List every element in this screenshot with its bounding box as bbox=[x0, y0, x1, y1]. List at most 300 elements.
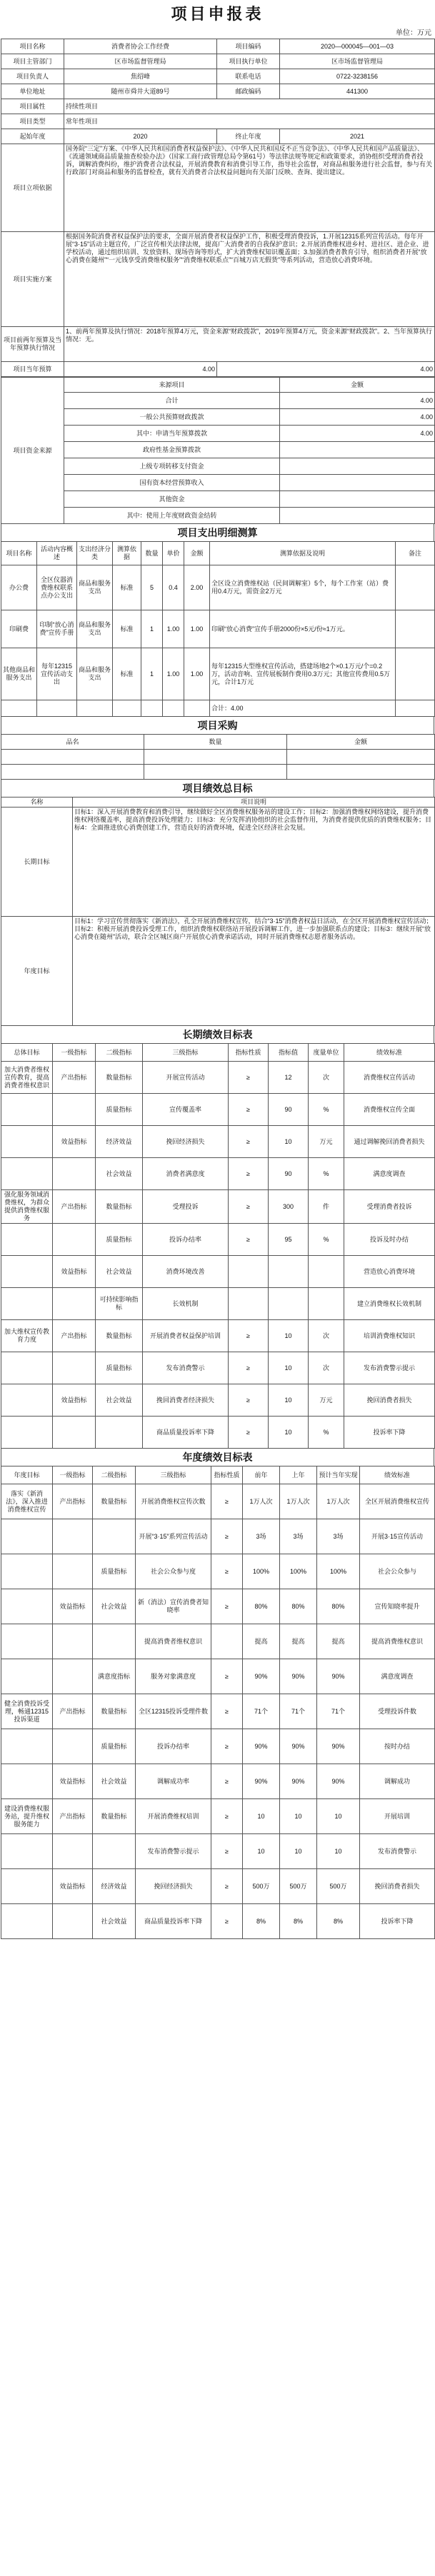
kpi-cell: 商品质量投诉率下降 bbox=[136, 1904, 211, 1939]
long_kpi-row bbox=[1, 1417, 435, 1449]
kpi-cell: ≥ bbox=[229, 1158, 269, 1190]
kpi-header: 二级指标 bbox=[93, 1466, 136, 1484]
kpi-cell bbox=[53, 1288, 96, 1320]
project-application-form bbox=[1, 0, 434, 1939]
expense-cell: 1.00 bbox=[163, 648, 184, 700]
kpi-cell: 建立消费维权长效机制 bbox=[344, 1288, 435, 1320]
kpi-header: 上年 bbox=[280, 1466, 317, 1484]
kpi-cell: 社会效益 bbox=[93, 1764, 136, 1799]
long_kpi-row bbox=[1, 1062, 435, 1094]
kpi-cell bbox=[53, 1904, 93, 1939]
kpi-cell bbox=[1, 1384, 53, 1417]
funding-row bbox=[1, 508, 435, 524]
kpi-cell bbox=[1, 1904, 53, 1939]
funding-row bbox=[1, 475, 435, 491]
info-label: 项目前两年预算及当年预算执行情况 bbox=[1, 327, 64, 362]
start-year-label: 起始年度 bbox=[1, 129, 64, 144]
expense-cell: 每年12315大型维权宣传活动，搭建场地2个×0.1万元/个=0.2万，活动音响、宣传展板制作费用0.3万元；其他宣传费用0.5万元，合计1万元 bbox=[210, 648, 396, 700]
long_kpi-row bbox=[1, 1094, 435, 1126]
budget-label: 项目当年预算 bbox=[1, 362, 64, 377]
long-goal-text: 目标1：深入开展消费教育和消费引导，继续做好全区消费维权服务站的建设工作；目标2：加强消费维权网络建设，提升消费维权网络覆盖率，提高消费投诉处理能力；目标3：充分发挥消协组织的社会监督作用，为消费者提供优质的消费维权服务；目标4：全面推进放心消费创建工作，营造良好的消费环境，促进全区经济社会发展。 bbox=[73, 807, 435, 917]
funding-amount bbox=[280, 491, 435, 508]
info-row bbox=[1, 84, 435, 99]
funding-source: 其他资金 bbox=[64, 491, 280, 508]
expense-cell: 1 bbox=[141, 648, 163, 700]
kpi-cell: 产出指标 bbox=[53, 1694, 93, 1729]
expense-cell bbox=[141, 700, 163, 717]
procure-row bbox=[1, 750, 435, 765]
kpi-cell bbox=[1, 1729, 53, 1764]
expense-cell bbox=[37, 700, 77, 717]
kpi-cell: 社会公众参与度 bbox=[136, 1554, 211, 1589]
info-row bbox=[1, 114, 435, 129]
kpi-cell bbox=[1, 1659, 53, 1694]
kpi-cell: 消费维权宣传全面 bbox=[344, 1094, 435, 1126]
kpi-cell: 建设消费维权服务站，提升维权服务能力 bbox=[1, 1799, 53, 1834]
kpi-cell: 8% bbox=[280, 1904, 317, 1939]
expense-header: 测算依据 bbox=[113, 542, 141, 565]
kpi-cell: 95 bbox=[269, 1224, 309, 1256]
expense-cell: 办公费 bbox=[1, 565, 37, 610]
funding-amount bbox=[280, 458, 435, 475]
procure-cell bbox=[1, 750, 144, 765]
kpi-cell: 挽回消费者经济损失 bbox=[143, 1384, 229, 1417]
kpi-cell: 3场 bbox=[317, 1519, 360, 1554]
kpi-cell: 10 bbox=[317, 1799, 360, 1834]
info-row bbox=[1, 327, 435, 362]
kpi-cell: 90% bbox=[280, 1764, 317, 1799]
kpi-cell: 质量指标 bbox=[96, 1094, 143, 1126]
unit-label: 单位：万元 bbox=[396, 29, 431, 37]
kpi-cell: ≥ bbox=[211, 1659, 243, 1694]
kpi-header: 前年 bbox=[243, 1466, 280, 1484]
expense-row bbox=[1, 700, 435, 717]
expense-header: 金额 bbox=[184, 542, 210, 565]
kpi-cell: 90% bbox=[280, 1659, 317, 1694]
kpi-cell: 质量指标 bbox=[96, 1224, 143, 1256]
funding-row bbox=[1, 426, 435, 442]
kpi-cell: 投诉办结率 bbox=[136, 1729, 211, 1764]
kpi-cell bbox=[1, 1352, 53, 1384]
goals-header-name: 名称 bbox=[1, 798, 73, 807]
kpi-cell: 1万人次 bbox=[243, 1484, 280, 1519]
info-label: 项目名称 bbox=[1, 39, 64, 54]
info-label: 邮政编码 bbox=[217, 84, 280, 99]
year_kpi-row bbox=[1, 1694, 435, 1729]
kpi-cell: ≥ bbox=[229, 1190, 269, 1224]
kpi-header: 指标性质 bbox=[229, 1044, 269, 1062]
info-label: 项目编码 bbox=[217, 39, 280, 54]
kpi-cell bbox=[1, 1869, 53, 1904]
year_kpi-row bbox=[1, 1519, 435, 1554]
kpi-cell: 数量指标 bbox=[96, 1320, 143, 1352]
kpi-cell bbox=[53, 1729, 93, 1764]
kpi-cell: 数量指标 bbox=[93, 1694, 136, 1729]
year_kpi-row bbox=[1, 1554, 435, 1589]
expense-cell bbox=[396, 700, 435, 717]
kpi-cell: 71个 bbox=[280, 1694, 317, 1729]
year_kpi-header bbox=[1, 1466, 435, 1484]
kpi-cell: 10 bbox=[269, 1384, 309, 1417]
kpi-cell: 产出指标 bbox=[53, 1190, 96, 1224]
kpi-cell: 质量指标 bbox=[93, 1554, 136, 1589]
expense-cell: 商品和服务支出 bbox=[77, 565, 113, 610]
kpi-cell: 80% bbox=[317, 1589, 360, 1624]
kpi-cell bbox=[1, 1417, 53, 1449]
kpi-cell: ≥ bbox=[211, 1589, 243, 1624]
kpi-cell: 营造放心消费环境 bbox=[344, 1256, 435, 1288]
kpi-cell: 消费维权宣传活动 bbox=[344, 1062, 435, 1094]
info-text: 国务院“三定”方案、《中华人民共和国消费者权益保护法》、《中华人民共和国反不正当竞争法》、《中华人民共和国产品质量法》、《流通领域商品质量抽查检验办法》（国家工商行政管理总局令第61号）等法律法规等规定和政策要求，消协组织受理消费者投诉，调解消费纠纷，维护消费者合法权益，开展消费教育和消费引导工作，指导社会监督，对商品和服务进行社会监督，参与有关行政部门对商品和服务的监督检查，就有关消费者合法权益问题向有关部门反映、查询、提出建议。 bbox=[64, 144, 435, 232]
funding-header: 金额 bbox=[280, 378, 435, 393]
funding-source: 一般公共预算财政拨款 bbox=[64, 409, 280, 426]
kpi-cell: 90% bbox=[317, 1729, 360, 1764]
expense-cell: 标准 bbox=[113, 610, 141, 648]
kpi-cell: 按时办结 bbox=[360, 1729, 435, 1764]
kpi-cell: 受理投诉件数 bbox=[360, 1694, 435, 1729]
expense-cell: 1.00 bbox=[184, 610, 210, 648]
kpi-cell: 10 bbox=[243, 1799, 280, 1834]
year_kpi-row bbox=[1, 1624, 435, 1659]
kpi-cell: 开展宣传活动 bbox=[143, 1062, 229, 1094]
kpi-cell bbox=[1, 1126, 53, 1158]
expense-cell bbox=[77, 700, 113, 717]
kpi-cell: 经济效益 bbox=[93, 1869, 136, 1904]
procure-row bbox=[1, 765, 435, 780]
procure-cell bbox=[144, 765, 287, 780]
kpi-cell bbox=[53, 1554, 93, 1589]
kpi-cell bbox=[1, 1224, 53, 1256]
kpi-cell: 发布消费警示提示 bbox=[136, 1834, 211, 1869]
kpi-cell bbox=[93, 1519, 136, 1554]
kpi-cell: 100% bbox=[243, 1554, 280, 1589]
info-value: 常年性项目 bbox=[64, 114, 435, 129]
year_kpi-row bbox=[1, 1869, 435, 1904]
info-label: 单位地址 bbox=[1, 84, 64, 99]
kpi-cell bbox=[1, 1589, 53, 1624]
info-row bbox=[1, 54, 435, 69]
kpi-cell bbox=[1, 1519, 53, 1554]
info-value: 焦绍峰 bbox=[64, 69, 217, 84]
info-label: 项目执行单位 bbox=[217, 54, 280, 69]
kpi-cell: ≥ bbox=[211, 1834, 243, 1869]
year_kpi-row bbox=[1, 1834, 435, 1869]
expense-cell: 每年12315宣传活动支出 bbox=[37, 648, 77, 700]
expense-cell: 商品和服务支出 bbox=[77, 648, 113, 700]
info-row bbox=[1, 144, 435, 232]
kpi-cell: 8% bbox=[317, 1904, 360, 1939]
kpi-cell: 次 bbox=[309, 1352, 344, 1384]
long_kpi-row bbox=[1, 1158, 435, 1190]
kpi-cell: 健全消费投诉受理，畅通12315投诉渠道 bbox=[1, 1694, 53, 1729]
kpi-cell: 效益指标 bbox=[53, 1126, 96, 1158]
kpi-cell: 10 bbox=[269, 1352, 309, 1384]
kpi-cell: 产出指标 bbox=[53, 1320, 96, 1352]
kpi-cell: 数量指标 bbox=[96, 1062, 143, 1094]
kpi-cell: 次 bbox=[309, 1320, 344, 1352]
info-text: 根据国务院消费者权益保护法的要求，全面开展消费者权益保护工作，积极受理消费投诉，1.开展12315系列宣传活动。每年开展“3·15”活动主题宣传，广泛宣传相关法律法规，提高广大消费者的自我保护意识；2.开展消费维权进乡村、进社区、进企业、进学校活动，通过组织培训、发放资料、现场咨询等形式，扩大消费维权知识覆盖面；3.加强消费者教育引导，组织消费者开展“放心消费在随州”“一元钱享受消费维权服务”“消费维权联系点”“百城万店无假货”等系列活动，营造放心消费环境。 bbox=[64, 232, 435, 327]
kpi-cell: 产出指标 bbox=[53, 1484, 93, 1519]
kpi-cell: ≥ bbox=[211, 1519, 243, 1554]
kpi-cell bbox=[1, 1288, 53, 1320]
kpi-cell: 消费者满意度 bbox=[143, 1158, 229, 1190]
kpi-header: 度量单位 bbox=[309, 1044, 344, 1062]
kpi-cell: 500万 bbox=[280, 1869, 317, 1904]
kpi-cell bbox=[53, 1417, 96, 1449]
kpi-cell: 满意度指标 bbox=[93, 1659, 136, 1694]
long_kpi-row bbox=[1, 1288, 435, 1320]
info-label: 联系电话 bbox=[217, 69, 280, 84]
procure-header bbox=[1, 735, 435, 750]
kpi-cell bbox=[53, 1659, 93, 1694]
page-title: 项目申报表 bbox=[171, 5, 264, 23]
procure-cell bbox=[144, 750, 287, 765]
long-goal-label: 长期目标 bbox=[1, 807, 73, 917]
kpi-cell bbox=[53, 1834, 93, 1869]
funding-row bbox=[1, 442, 435, 458]
info-label: 项目主管部门 bbox=[1, 54, 64, 69]
info-label: 项目负责人 bbox=[1, 69, 64, 84]
long_kpi-row bbox=[1, 1384, 435, 1417]
kpi-cell: 调解成功率 bbox=[136, 1764, 211, 1799]
long_kpi-row bbox=[1, 1224, 435, 1256]
kpi-cell: 挽回消费者损失 bbox=[344, 1384, 435, 1417]
expense-cell: 合计：4.00 bbox=[210, 700, 396, 717]
info-row bbox=[1, 362, 435, 377]
expense-cell: 5 bbox=[141, 565, 163, 610]
kpi-cell: 加大维权宣传教育力度 bbox=[1, 1320, 53, 1352]
kpi-cell bbox=[229, 1288, 269, 1320]
kpi-cell: 效益指标 bbox=[53, 1384, 96, 1417]
kpi-cell: 社会效益 bbox=[93, 1589, 136, 1624]
kpi-cell: 可持续影响指标 bbox=[96, 1288, 143, 1320]
kpi-cell: 社会效益 bbox=[93, 1904, 136, 1939]
info-value: 区市场监督管理局 bbox=[280, 54, 435, 69]
kpi-header: 三级指标 bbox=[136, 1466, 211, 1484]
long_kpi-row bbox=[1, 1352, 435, 1384]
goals-table bbox=[1, 797, 435, 1026]
funding-row bbox=[1, 409, 435, 426]
info-value: 区市场监督管理局 bbox=[64, 54, 217, 69]
kpi-cell: % bbox=[309, 1158, 344, 1190]
kpi-cell: 加大消费者维权宣传教育，提高消费者维权意识 bbox=[1, 1062, 53, 1094]
funding-source: 其中：申请当年预算拨款 bbox=[64, 426, 280, 442]
expense-cell: 全区仪器消费维权联系点办公支出 bbox=[37, 565, 77, 610]
kpi-cell: 万元 bbox=[309, 1384, 344, 1417]
kpi-cell: 效益指标 bbox=[53, 1256, 96, 1288]
kpi-cell: 数量指标 bbox=[96, 1190, 143, 1224]
kpi-cell bbox=[1, 1554, 53, 1589]
expense-header: 单价 bbox=[163, 542, 184, 565]
kpi-cell: % bbox=[309, 1224, 344, 1256]
kpi-cell: 投诉办结率 bbox=[143, 1224, 229, 1256]
info-label: 项目立项依据 bbox=[1, 144, 64, 232]
funding-row bbox=[1, 491, 435, 508]
kpi-cell: 3场 bbox=[243, 1519, 280, 1554]
kpi-cell bbox=[211, 1624, 243, 1659]
expense-header: 活动内容概述 bbox=[37, 542, 77, 565]
kpi-cell: 新（消法）宣传消费者知晓率 bbox=[136, 1589, 211, 1624]
info-value: 消费者协会工作经费 bbox=[64, 39, 217, 54]
funding-row bbox=[1, 458, 435, 475]
funding-header bbox=[1, 378, 435, 393]
funding-amount: 4.00 bbox=[280, 426, 435, 442]
kpi-cell: 通过调解挽回消费者损失 bbox=[344, 1126, 435, 1158]
kpi-cell: ≥ bbox=[211, 1869, 243, 1904]
kpi-cell bbox=[53, 1352, 96, 1384]
kpi-cell: 次 bbox=[309, 1062, 344, 1094]
kpi-cell: 产出指标 bbox=[53, 1062, 96, 1094]
kpi-cell: 100% bbox=[280, 1554, 317, 1589]
kpi-cell bbox=[53, 1519, 93, 1554]
kpi-cell bbox=[53, 1624, 93, 1659]
kpi-header: 指标值 bbox=[269, 1044, 309, 1062]
kpi-cell: 培训消费维权知识 bbox=[344, 1320, 435, 1352]
info-label: 项目类型 bbox=[1, 114, 64, 129]
expense-cell bbox=[396, 610, 435, 648]
funding-amount: 4.00 bbox=[280, 409, 435, 426]
kpi-header: 三级指标 bbox=[143, 1044, 229, 1062]
expense-cell: 标准 bbox=[113, 648, 141, 700]
kpi-cell: 效益指标 bbox=[53, 1764, 93, 1799]
year_kpi-row bbox=[1, 1764, 435, 1799]
kpi-cell: 12 bbox=[269, 1062, 309, 1094]
expense-row bbox=[1, 648, 435, 700]
kpi-cell: 全区12315投诉受理件数 bbox=[136, 1694, 211, 1729]
budget-value: 4.00 bbox=[64, 362, 217, 377]
kpi-cell: ≥ bbox=[229, 1384, 269, 1417]
kpi-cell: 宣传知晓率提升 bbox=[360, 1589, 435, 1624]
expense-cell: 0.4 bbox=[163, 565, 184, 610]
kpi-cell: 10 bbox=[269, 1417, 309, 1449]
expense-cell: 1.00 bbox=[163, 610, 184, 648]
expense-cell: 全区设立消费维权站（民间调解室）5个，每个工作室（站）费用0.4万元，需资金2万元 bbox=[210, 565, 396, 610]
kpi-cell: 数量指标 bbox=[93, 1799, 136, 1834]
kpi-cell bbox=[93, 1834, 136, 1869]
kpi-cell: 80% bbox=[243, 1589, 280, 1624]
expense-cell: 印刷费 bbox=[1, 610, 37, 648]
kpi-cell: 质量指标 bbox=[96, 1352, 143, 1384]
expense-cell bbox=[113, 700, 141, 717]
expense-cell bbox=[396, 648, 435, 700]
kpi-cell: 宣传覆盖率 bbox=[143, 1094, 229, 1126]
goals-section-title: 项目绩效总目标 bbox=[1, 780, 434, 797]
expense-cell: 标准 bbox=[113, 565, 141, 610]
kpi-cell: ≥ bbox=[211, 1484, 243, 1519]
kpi-cell: 社会效益 bbox=[96, 1158, 143, 1190]
kpi-cell bbox=[309, 1256, 344, 1288]
kpi-cell: 90% bbox=[243, 1729, 280, 1764]
kpi-header: 年度目标 bbox=[1, 1466, 53, 1484]
kpi-header: 一级指标 bbox=[53, 1466, 93, 1484]
kpi-cell bbox=[1, 1624, 53, 1659]
funding-amount: 4.00 bbox=[280, 393, 435, 409]
kpi-header: 绩效标准 bbox=[360, 1466, 435, 1484]
kpi-cell bbox=[53, 1158, 96, 1190]
funding-table bbox=[1, 377, 435, 524]
kpi-cell bbox=[53, 1094, 96, 1126]
kpi-cell: 件 bbox=[309, 1190, 344, 1224]
kpi-header: 二级指标 bbox=[96, 1044, 143, 1062]
procure-section-title: 项目采购 bbox=[1, 717, 434, 734]
kpi-cell: 71个 bbox=[243, 1694, 280, 1729]
kpi-cell: ≥ bbox=[211, 1729, 243, 1764]
kpi-cell: ≥ bbox=[211, 1554, 243, 1589]
funding-header: 来源项目 bbox=[64, 378, 280, 393]
kpi-cell: 10 bbox=[269, 1320, 309, 1352]
kpi-header: 指标性质 bbox=[211, 1466, 243, 1484]
funding-amount bbox=[280, 442, 435, 458]
kpi-cell: ≥ bbox=[211, 1904, 243, 1939]
kpi-cell: ≥ bbox=[211, 1764, 243, 1799]
expense-cell: 2.00 bbox=[184, 565, 210, 610]
info-label: 项目属性 bbox=[1, 99, 64, 114]
expense-header: 支出经济分类 bbox=[77, 542, 113, 565]
kpi-cell bbox=[269, 1256, 309, 1288]
info-row bbox=[1, 39, 435, 54]
expense-cell: 1.00 bbox=[184, 648, 210, 700]
kpi-cell bbox=[229, 1256, 269, 1288]
year_kpi-row bbox=[1, 1659, 435, 1694]
procure-header: 品名 bbox=[1, 735, 144, 750]
funding-source: 其中：使用上年度财政资金结转 bbox=[64, 508, 280, 524]
expense-row bbox=[1, 610, 435, 648]
info-row bbox=[1, 232, 435, 327]
long_kpi-row bbox=[1, 1256, 435, 1288]
kpi-cell: ≥ bbox=[229, 1062, 269, 1094]
kpi-cell bbox=[53, 1224, 96, 1256]
long_kpi-row bbox=[1, 1190, 435, 1224]
kpi-cell: 80% bbox=[280, 1589, 317, 1624]
kpi-cell: 500万 bbox=[317, 1869, 360, 1904]
kpi-cell: 开展消费维权培训 bbox=[136, 1799, 211, 1834]
long_kpi-row bbox=[1, 1320, 435, 1352]
kpi-cell: ≥ bbox=[229, 1224, 269, 1256]
kpi-cell: 90 bbox=[269, 1094, 309, 1126]
kpi-cell: 90 bbox=[269, 1158, 309, 1190]
kpi-cell: 落实《新消法》，深入推进消费维权宣传 bbox=[1, 1484, 53, 1519]
kpi-cell bbox=[269, 1288, 309, 1320]
long_kpi-row bbox=[1, 1126, 435, 1158]
info-row bbox=[1, 69, 435, 84]
kpi-cell: 受理消费者投诉 bbox=[344, 1190, 435, 1224]
kpi-cell: 提高消费维权意识 bbox=[360, 1624, 435, 1659]
procure-header: 金额 bbox=[287, 735, 435, 750]
end-year-value: 2021 bbox=[280, 129, 435, 144]
expense-cell bbox=[1, 700, 37, 717]
procure-table bbox=[1, 734, 435, 780]
expense-cell: 商品和服务支出 bbox=[77, 610, 113, 648]
long_kpi-header bbox=[1, 1044, 435, 1062]
year-goal-text: 目标1：学习宣传贯彻落实《新消法》，孔全开展消费维权宣传，结合“3·15”消费者权益日活动，在全区开展消费维权宣传活动；目标2：积极开展消费投诉受理工作，组织消费维权联络站开展投诉调解工作，进一步加强联系点的建设；目标3：继续开展“放心消费在随州”活动，联合全区城区商户开展放心消费承诺活动，同时开展消费维权志愿者服务活动。 bbox=[73, 917, 435, 1026]
kpi-cell: 挽回经济损失 bbox=[136, 1869, 211, 1904]
kpi-cell: 100% bbox=[317, 1554, 360, 1589]
expense-header bbox=[1, 542, 435, 565]
funding-row bbox=[1, 393, 435, 409]
kpi-cell: 强化服务领域消费维权，为群众提供消费维权服务 bbox=[1, 1190, 53, 1224]
kpi-cell: ≥ bbox=[211, 1694, 243, 1729]
kpi-cell: 质量指标 bbox=[93, 1729, 136, 1764]
expense-section-title: 项目支出明细测算 bbox=[1, 524, 434, 541]
kpi-cell: 社会效益 bbox=[96, 1384, 143, 1417]
kpi-cell: 受理投诉 bbox=[143, 1190, 229, 1224]
kpi-cell: 投诉率下降 bbox=[344, 1417, 435, 1449]
funding-source: 国有资本经营预算收入 bbox=[64, 475, 280, 491]
kpi-cell: 消费环境改善 bbox=[143, 1256, 229, 1288]
info-value: 持续性项目 bbox=[64, 99, 435, 114]
info-text: 1、前两年预算及执行情况：2018年预算4万元，资金来源“财政拨款”，2019年预算4万元，资金来源“财政拨款”。2、当年预算执行情况：无。 bbox=[64, 327, 435, 362]
kpi-header: 绩效标准 bbox=[344, 1044, 435, 1062]
